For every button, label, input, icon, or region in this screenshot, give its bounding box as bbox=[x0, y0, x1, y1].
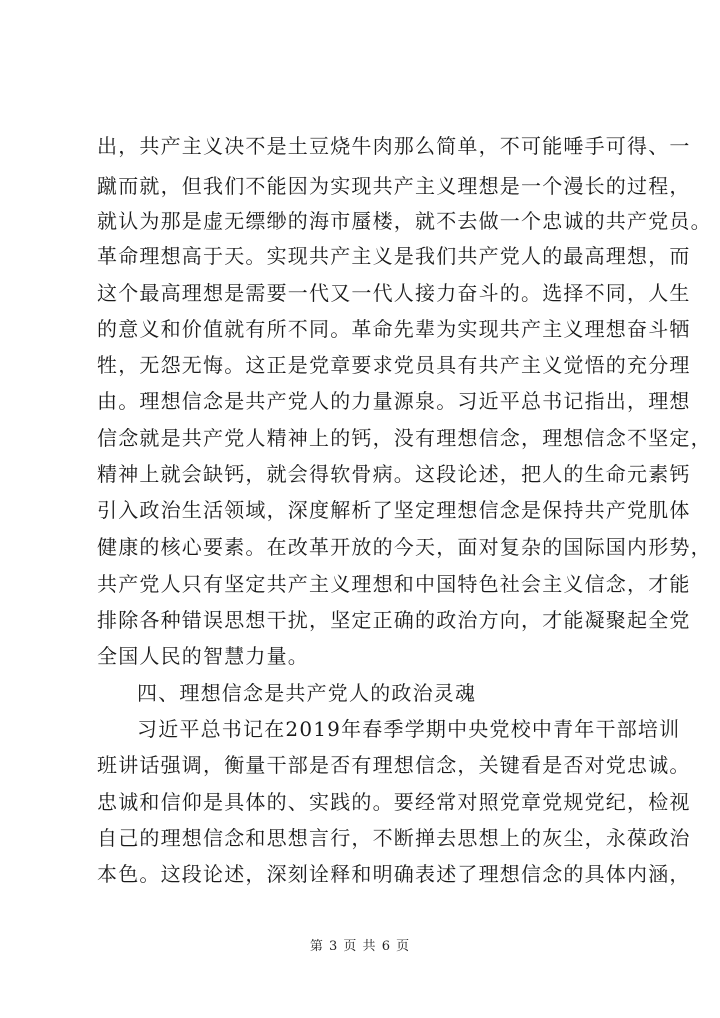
body-text-line: 由。理想信念是共产党人的力量源泉。习近平总书记指出，理想 bbox=[97, 389, 691, 413]
body-text-line: 信念就是共产党人精神上的钙，没有理想信念，理想信念不坚定， bbox=[97, 426, 712, 450]
body-text-line: 引入政治生活领域，深度解析了坚定理想信念是保持共产党肌体 bbox=[97, 498, 691, 522]
page-footer: 第 3 页 共 6 页 bbox=[309, 939, 411, 954]
body-text-line: 习近平总书记在2019年春季学期中央党校中青年干部培训 bbox=[137, 717, 681, 741]
body-text-line: 就认为那是虚无缥缈的海市蜃楼，就不去做一个忠诚的共产党员。 bbox=[97, 209, 712, 233]
body-text-line: 共产党人只有坚定共产主义理想和中国特色社会主义信念，才能 bbox=[97, 572, 691, 596]
body-text-line: 班讲话强调，衡量干部是否有理想信念，关键看是否对党忠诚。 bbox=[97, 753, 691, 777]
body-text-line: 蹴而就，但我们不能因为实现共产主义理想是一个漫长的过程， bbox=[97, 174, 691, 198]
body-text-line: 本色。这段论述，深刻诠释和明确表述了理想信念的具体内涵， bbox=[97, 862, 691, 886]
body-text-line: 出，共产主义决不是土豆烧牛肉那么简单，不可能唾手可得、一 bbox=[97, 134, 691, 158]
body-text-line: 自己的理想信念和思想言行，不断掸去思想上的灰尘，永葆政治 bbox=[97, 826, 691, 850]
body-text-line: 牲，无怨无悔。这正是党章要求党员具有共产主义觉悟的充分理 bbox=[97, 353, 691, 377]
body-text-line: 革命理想高于天。实现共产主义是我们共产党人的最高理想，而 bbox=[97, 244, 691, 268]
body-text-line: 精神上就会缺钙，就会得软骨病。这段论述，把人的生命元素钙 bbox=[97, 462, 691, 486]
body-text-line: 全国人民的智慧力量。 bbox=[97, 644, 309, 668]
body-text-line: 排除各种错误思想干扰，坚定正确的政治方向，才能凝聚起全党 bbox=[97, 608, 691, 632]
body-text-line: 这个最高理想是需要一代又一代人接力奋斗的。选择不同，人生 bbox=[97, 281, 691, 305]
body-text-line: 健康的核心要素。在改革开放的今天，面对复杂的国际国内形势， bbox=[97, 535, 712, 559]
body-text-line: 的意义和价值就有所不同。革命先辈为实现共产主义理想奋斗牺 bbox=[97, 317, 691, 341]
body-text-line: 忠诚和信仰是具体的、实践的。要经常对照党章党规党纪，检视 bbox=[97, 790, 691, 814]
section-heading: 四、理想信念是共产党人的政治灵魂 bbox=[137, 681, 477, 705]
